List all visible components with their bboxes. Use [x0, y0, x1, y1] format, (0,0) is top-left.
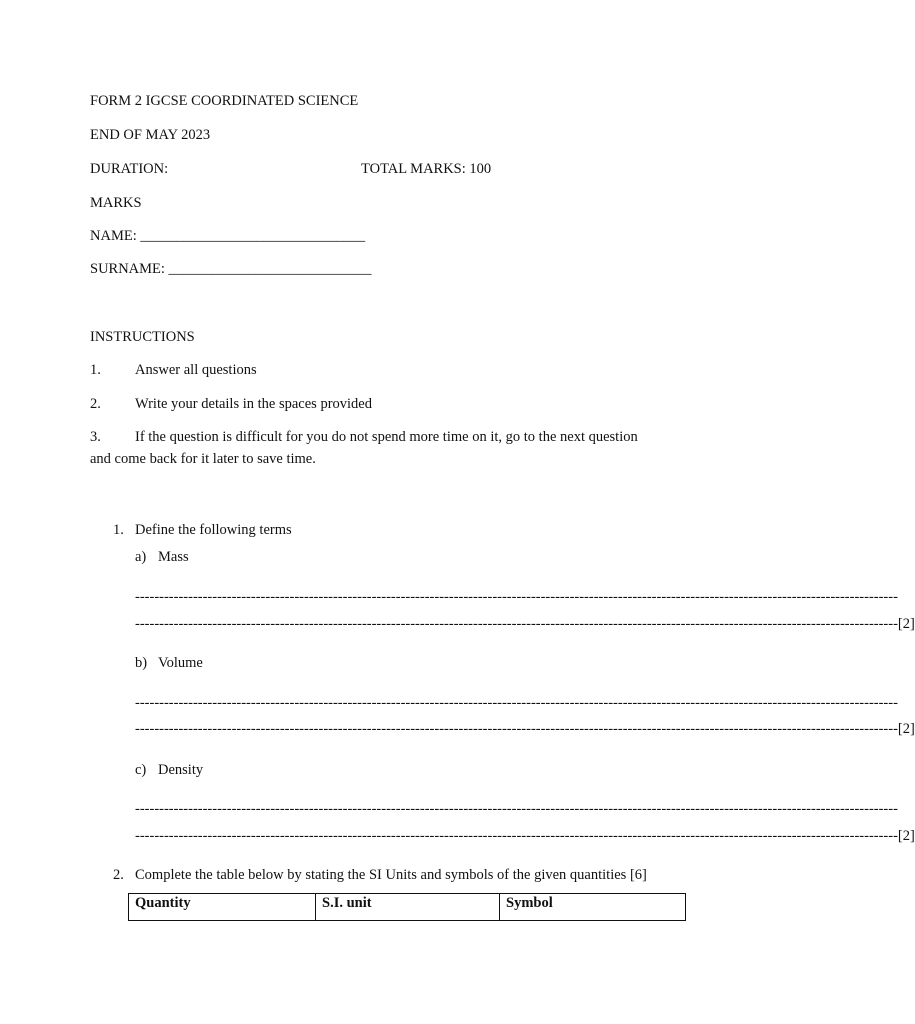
question-1b-term: Volume — [158, 655, 203, 671]
question-1-text: Define the following terms — [135, 522, 292, 538]
table-header-quantity: Quantity — [129, 894, 316, 921]
instruction-3-continuation: and come back for it later to save time. — [90, 451, 316, 467]
question-1-number: 1. — [113, 522, 124, 538]
question-1c-letter: c) — [135, 762, 147, 778]
exam-date: END OF MAY 2023 — [90, 127, 211, 143]
question-1c-term: Density — [158, 762, 204, 778]
question-1a-term: Mass — [158, 549, 189, 565]
instruction-1-number: 1. — [90, 362, 101, 378]
instruction-2-text: Write your details in the spaces provided — [135, 396, 372, 412]
question-2-text: Complete the table below by stating the SI Units and symbols of the given quantities [6] — [135, 867, 647, 883]
si-units-table — [128, 893, 686, 921]
question-1b-letter: b) — [135, 655, 148, 671]
table-header-symbol: Symbol — [500, 894, 686, 921]
answer-line-1c-2[interactable]: -------------------------------------------------------------------------------------------------------------------------------------------------------------- [2] — [135, 828, 915, 844]
question-1a-letter: a) — [135, 549, 147, 565]
table-header-si-unit: S.I. unit — [316, 894, 500, 921]
question-1c-marks: [2] — [897, 828, 915, 844]
exam-title: FORM 2 IGCSE COORDINATED SCIENCE — [90, 93, 359, 109]
total-marks-label: TOTAL MARKS: 100 — [361, 161, 492, 177]
instruction-3-number: 3. — [90, 429, 101, 445]
name-field[interactable]: NAME: _______________________________ — [90, 228, 366, 244]
question-2-number: 2. — [113, 867, 124, 883]
surname-field[interactable]: SURNAME: ____________________________ — [90, 261, 372, 277]
question-1b-marks: [2] — [897, 721, 915, 737]
answer-line-1a-1[interactable]: -------------------------------------------------------------------------------------------------------------------------------------------------------------- — [135, 589, 898, 605]
marks-label: MARKS — [90, 195, 142, 211]
table-header-row — [129, 894, 686, 921]
instruction-2-number: 2. — [90, 396, 101, 412]
answer-line-1a-2[interactable]: -------------------------------------------------------------------------------------------------------------------------------------------------------------- [2] — [135, 616, 915, 632]
answer-line-1b-1[interactable]: -------------------------------------------------------------------------------------------------------------------------------------------------------------- — [135, 695, 898, 711]
answer-line-1b-2[interactable]: -------------------------------------------------------------------------------------------------------------------------------------------------------------- [2] — [135, 721, 915, 737]
instruction-3-text: If the question is difficult for you do not spend more time on it, go to the next question — [135, 429, 638, 445]
duration-label: DURATION: — [90, 161, 169, 177]
instructions-heading: INSTRUCTIONS — [90, 329, 195, 345]
question-1a-marks: [2] — [897, 616, 915, 632]
answer-line-1c-1[interactable]: -------------------------------------------------------------------------------------------------------------------------------------------------------------- — [135, 801, 898, 817]
instruction-1-text: Answer all questions — [135, 362, 257, 378]
